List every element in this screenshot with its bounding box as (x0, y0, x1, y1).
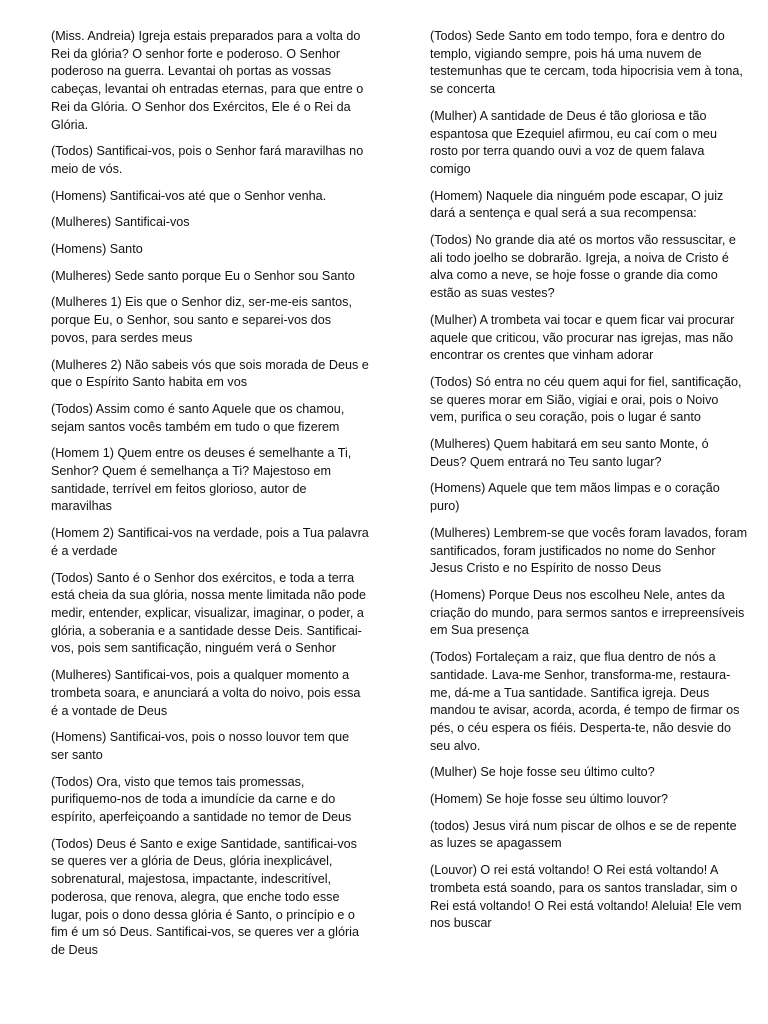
paragraph: (Todos) Deus é Santo e exige Santidade, santificai-vos se queres ver a glória de Deus, glória inexplicável, sobrenatural, majestosa, impactante, indescritível, poderosa, que renova, alegra, que enche todo esse lugar, pois o dono dessa glória é Santo, o princípio e o fim é um só Deus. Santificai-vos, se queres ver a glória de Deus (51, 836, 359, 957)
paragraph: (Homens) Santificai-vos, pois o nosso louvor tem que ser santo (51, 730, 350, 762)
paragraph: (Todos) Santo é o Senhor dos exércitos, e toda a terra está cheia da sua glória, nossa mente limitada não pode medir, entender, explicar, visualizar, imaginar, o poder, a glória, a soberania e a santidade desse Deis. Santificai-vos, pois sem santificação, ninguém verá o Senhor (51, 570, 367, 656)
paragraph: (Miss. Andreia) Igreja estais preparados para a volta do Rei da glória? O senhor forte e poderoso. O Senhor poderoso na guerra. Levantai oh portas as vossas cabeças, levantai oh entradas eternas, para que entre o Rei da Glória. O Senhor dos Exércitos, Ele é o Rei da Glória. (51, 29, 364, 132)
paragraph: (Mulher) A trombeta vai tocar e quem ficar vai procurar aquele que criticou, vão procurar nas igrejas, mas não encontrar os crentes que vinham adorar (430, 312, 735, 363)
left-column (51, 28, 369, 1024)
paragraph: (Todos) Sede Santo em todo tempo, fora e dentro do templo, vigiando sempre, pois há uma nuvem de testemunhas que te cercam, toda hipocrisia vem à tona, se concerta (430, 29, 743, 97)
paragraph: (Homem) Naquele dia ninguém pode escapar, O juiz dará a sentença e qual será a sua recompensa: (430, 188, 724, 221)
paragraph: (Mulher) Se hoje fosse seu último culto? (430, 765, 655, 780)
paragraph: (Mulheres) Lembrem-se que vocês foram lavados, foram santificados, foram justificados no nome do Senhor Jesus Cristo e no Espírito de nosso Deus (430, 525, 748, 576)
paragraph: (Homens) Santo (51, 242, 143, 257)
paragraph: (Homens) Porque Deus nos escolheu Nele, antes da criação do mundo, para sermos santos e irrepreensíveis em Sua presença (430, 587, 745, 638)
right-column (430, 28, 748, 1024)
paragraph: (Homem) Se hoje fosse seu último louvor? (430, 792, 668, 807)
paragraph: (Louvor) O rei está voltando! O Rei está voltando! A trombeta está soando, para os santos transladar, sim o Rei está voltando! O Rei está voltando! Aleluia! Ele vem nos buscar (430, 863, 742, 931)
paragraph: (Mulheres) Santificai-vos (51, 215, 190, 230)
paragraph: (Homens) Santificai-vos até que o Senhor venha. (51, 188, 327, 203)
paragraph: (Mulheres) Sede santo porque Eu o Senhor sou Santo (51, 268, 355, 283)
paragraph: (Mulher) A santidade de Deus é tão gloriosa e tão espantosa que Ezequiel afirmou, eu caí com o meu rosto por terra quando ouvi a voz de quem falava comigo (430, 108, 718, 176)
paragraph: (Mulheres) Santificai-vos, pois a qualquer momento a trombeta soara, e anunciará a volta do noivo, pois essa é a vontade de Deus (51, 668, 361, 718)
paragraph: (Todos) Ora, visto que temos tais promessas, purifiquemo-nos de toda a imundície da carne e do espírito, aperfeiçoando a santidade no temor de Deus (51, 774, 352, 825)
paragraph: (todos) Jesus virá num piscar de olhos e se de repente as luzes se apagassem (430, 818, 737, 851)
paragraph: (Todos) Só entra no céu quem aqui for fiel, santificação, se queres morar em Sião, vigiai e orai, pois o Noivo vem, purifica o seu coração, pois o lugar é santo (430, 374, 742, 425)
paragraph: (Homem 1) Quem entre os deuses é semelhante a Ti, Senhor? Quem é semelhança a Ti? Majestoso em santidade, terrível em feitos glorioso, autor de maravilhas (51, 446, 352, 514)
paragraph: (Mulheres 2) Não sabeis vós que sois morada de Deus e que o Espírito Santo habita em vos (51, 357, 369, 390)
paragraph: (Todos) Santificai-vos, pois o Senhor fará maravilhas no meio de vós. (51, 144, 364, 176)
paragraph: (Homens) Aquele que tem mãos limpas e o coração puro) (430, 481, 720, 514)
paragraph: (Todos) Assim como é santo Aquele que os chamou, sejam santos vocês também em tudo o que fizerem (51, 401, 345, 434)
paragraph: (Todos) Fortaleçam a raiz, que flua dentro de nós a santidade. Lava-me Senhor, transforma-me, restaura-me, dá-me a Tua santidade. Santifica igreja. Deus mandou te avisar, acorda, acorda, é tempo de firmar os pés, o céu espera os fiéis. Desperta-te, não desvie do seu alvo. (430, 650, 740, 753)
paragraph: (Homem 2) Santificai-vos na verdade, pois a Tua palavra é a verdade (51, 526, 369, 558)
paragraph: (Todos) No grande dia até os mortos vão ressuscitar, e ali todo joelho se dobrarão. Igreja, a noiva de Cristo é alva como a neve, se hoje fosse o grande dia como estão as suas vestes? (430, 233, 736, 301)
paragraph: (Mulheres 1) Eis que o Senhor diz, ser-me-eis santos, porque Eu, o Senhor, sou santo e separei-vos dos povos, para serdes meus (51, 295, 352, 345)
paragraph: (Mulheres) Quem habitará em seu santo Monte, ó Deus? Quem entrará no Teu santo lugar? (430, 437, 709, 469)
